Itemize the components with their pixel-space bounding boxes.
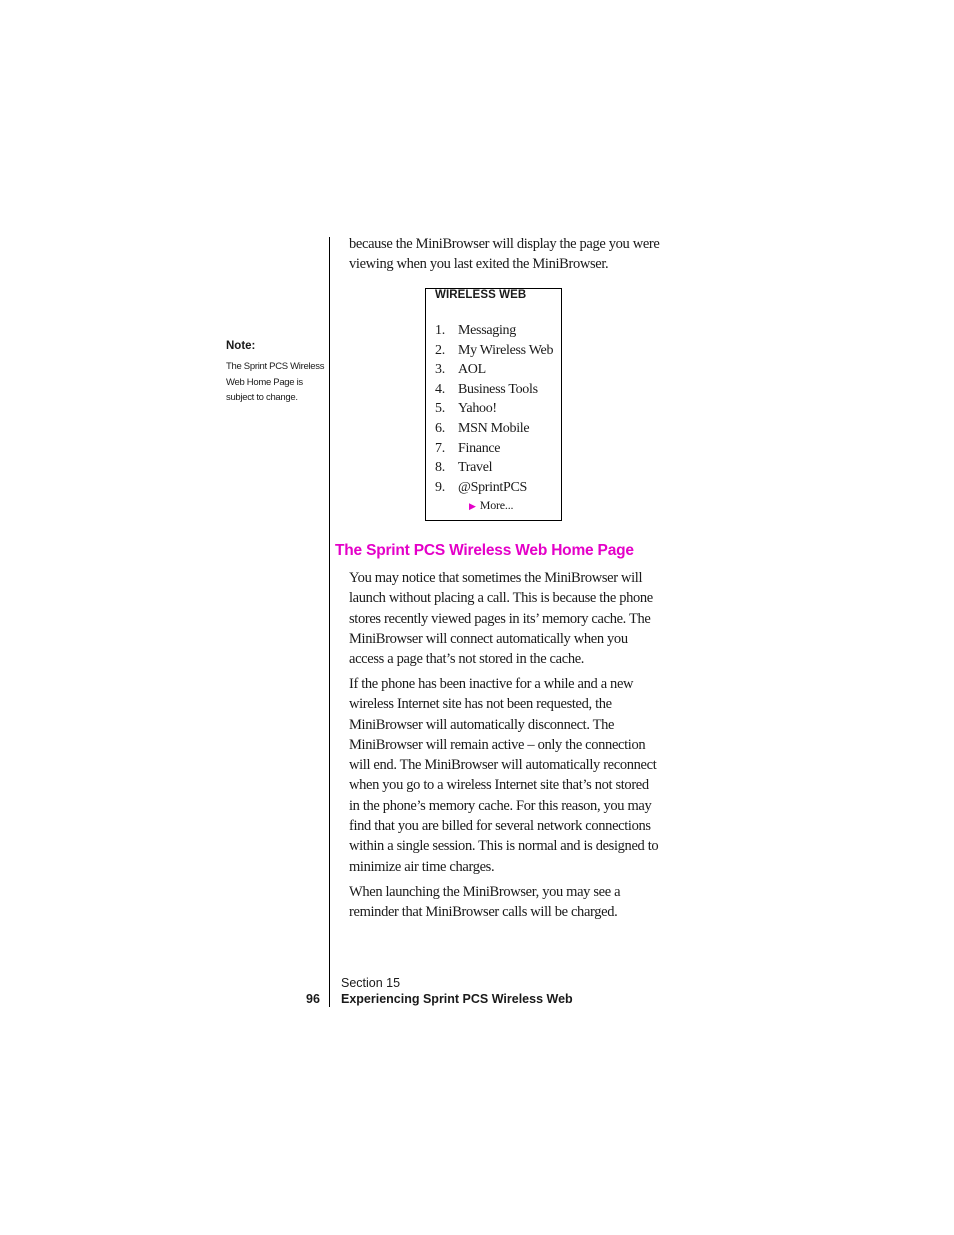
triangle-right-icon: ▶ [469,501,476,511]
intro-paragraph: because the MiniBrowser will display the page you were viewing when you last exited the MiniBrowser. [349,236,660,273]
menu-item: 6. MSN Mobile [435,420,530,436]
body-paragraph: If the phone has been inactive for a while and a new wireless Internet site has not been requested, the MiniBrowser will automatically disconnect. The MiniBrowser will remain active – only the connection will end. The MiniBrowser will automatically reconnect when you go to a wireless Internet site that’s not stored in the phone’s memory cache. For this reason, you may find that you are billed for several network connections within a single session. This is normal and is designed to minimize air time charges. [349,676,659,875]
note-text: The Sprint PCS Wireless Web Home Page is subject to change. [226,361,325,404]
menu-item: 1. Messaging [435,323,516,338]
section-heading: The Sprint PCS Wireless Web Home Page [335,542,634,559]
body-paragraph: You may notice that sometimes the MiniBrowser will launch without placing a call. This is because the phone stores recently viewed pages in its’ memory cache. The MiniBrowser will connect automatically when you access a page that’s not stored in the cache. [349,570,653,668]
more-label: More... [479,498,514,512]
screen-title: WIRELESS WEB [435,289,527,301]
menu-item: 3. AOL [435,362,486,378]
menu-item: 5. Yahoo! [435,401,497,417]
menu-item: 4. Business Tools [435,381,538,397]
body-paragraph: When launching the MiniBrowser, you may see a reminder that MiniBrowser calls will be charged. [349,884,621,921]
page-number: 96 [306,992,320,1006]
note-label: Note: [226,340,256,352]
footer-title: Experiencing Sprint PCS Wireless Web [341,992,573,1006]
menu-item: 9. @SprintPCS [435,479,528,495]
menu-item: 8. Travel [435,460,493,476]
menu-item: 2. My Wireless Web [435,342,554,358]
menu-item: 7. Finance [435,440,501,456]
footer-section: Section 15 [341,976,401,990]
more-option [469,498,513,513]
margin-rule [329,237,330,1007]
phone-screen-illustration [425,288,562,521]
screen-menu [435,321,553,497]
